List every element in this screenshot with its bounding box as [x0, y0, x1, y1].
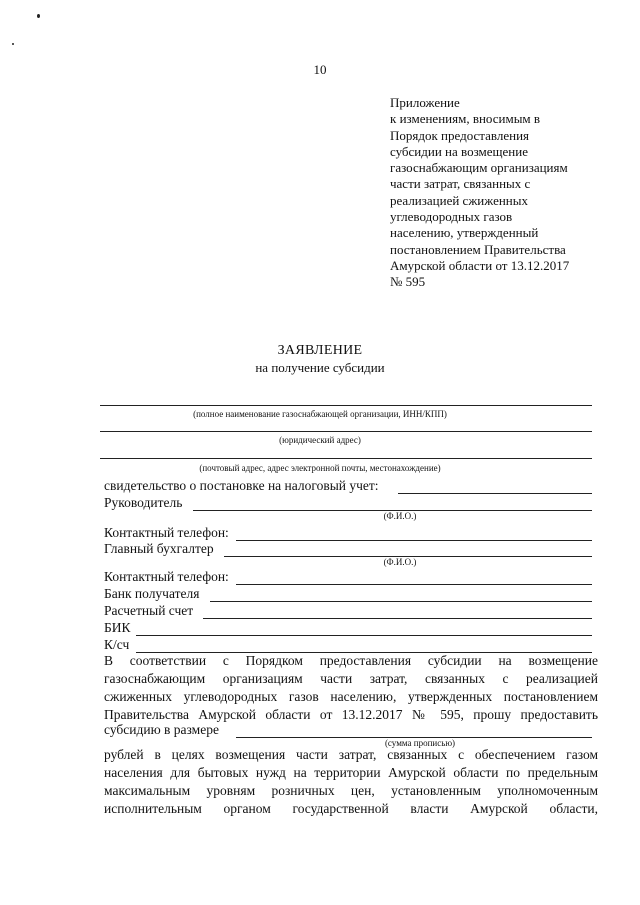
account-label: Расчетный счет — [104, 603, 194, 618]
paragraph-line: В соответствии с Порядком предоставления субсидии на возмещение — [104, 653, 598, 668]
paragraph-line: Правительства Амурской области от 13.12.2017 № 595, прошу предоставить — [104, 707, 598, 722]
paragraph-line: сжиженных углеводородных газов населению, утвержденных постановлением — [104, 689, 598, 704]
amount-label: субсидию в размере — [104, 722, 219, 737]
legal-address-caption: (юридический адрес) — [279, 435, 361, 445]
appendix-line: углеводородных газов — [390, 209, 513, 225]
purpose-paragraph — [104, 746, 598, 818]
bank-label: Банк получателя — [104, 586, 200, 601]
scan-speck — [12, 43, 14, 45]
legal-address-line[interactable] — [100, 431, 592, 432]
appendix-line: реализацией сжиженных — [390, 192, 528, 208]
appendix-line: постановлением Правительства — [390, 241, 566, 257]
postal-address-line[interactable] — [100, 458, 592, 459]
bank-line[interactable] — [210, 601, 592, 602]
contact-phone-label: Контактный телефон: — [104, 569, 229, 584]
postal-address-caption: (почтовый адрес, адрес электронной почты, местонахождение) — [199, 463, 441, 473]
bik-label: БИК — [104, 620, 131, 635]
appendix-line: к изменениям, вносимым в — [390, 111, 541, 127]
tax-certificate-label: свидетельство о постановке на налоговый учет: — [104, 478, 379, 493]
paragraph-line: газоснабжающим организациям части затрат, связанных с реализацией — [104, 671, 598, 686]
document-title: ЗАЯВЛЕНИЕ — [277, 343, 363, 358]
page-number: 10 — [313, 62, 327, 77]
appendix-block — [390, 95, 620, 291]
appendix-line: населению, утвержденный — [390, 225, 539, 241]
appendix-line: Порядок предоставления — [390, 127, 530, 143]
account-line[interactable] — [203, 618, 592, 619]
org-name-line[interactable] — [100, 405, 592, 406]
appendix-line: части затрат, связанных с — [390, 176, 531, 192]
paragraph-line: населения для бытовых нужд на территории Амурской области по предельным — [104, 765, 598, 780]
org-name-caption: (полное наименование газоснабжающей организации, ИНН/КПП) — [193, 409, 447, 419]
appendix-line: Приложение — [390, 95, 460, 110]
chief-accountant-label: Главный бухгалтер — [104, 541, 214, 556]
paragraph-line: исполнительным органом государственной власти Амурской области, — [104, 801, 598, 816]
paragraph-line: максимальным уровням розничных цен, установленным уполномоченным — [104, 783, 598, 798]
request-paragraph — [104, 652, 598, 724]
head-label: Руководитель — [104, 495, 183, 510]
appendix-line: Амурской области от 13.12.2017 — [390, 257, 570, 273]
corr-account-label: К/сч — [104, 637, 130, 652]
contact-phone-line[interactable] — [236, 540, 592, 541]
amount-caption: (сумма прописью) — [384, 738, 456, 748]
contact-phone-label: Контактный телефон: — [104, 525, 229, 540]
tax-certificate-line[interactable] — [398, 493, 592, 494]
bik-line[interactable] — [136, 635, 592, 636]
contact-phone-line[interactable] — [236, 584, 592, 585]
scan-speck — [37, 14, 40, 18]
paragraph-line: рублей в целях возмещения части затрат, связанных с обеспечением газом — [104, 747, 598, 762]
document-subtitle: на получение субсидии — [255, 360, 385, 375]
appendix-line: № 595 — [390, 274, 426, 290]
appendix-line: субсидии на возмещение — [390, 143, 528, 159]
appendix-line: газоснабжающим организациям — [390, 160, 568, 176]
accountant-fio-caption: (Ф.И.О.) — [383, 557, 417, 567]
head-fio-caption: (Ф.И.О.) — [383, 511, 417, 521]
